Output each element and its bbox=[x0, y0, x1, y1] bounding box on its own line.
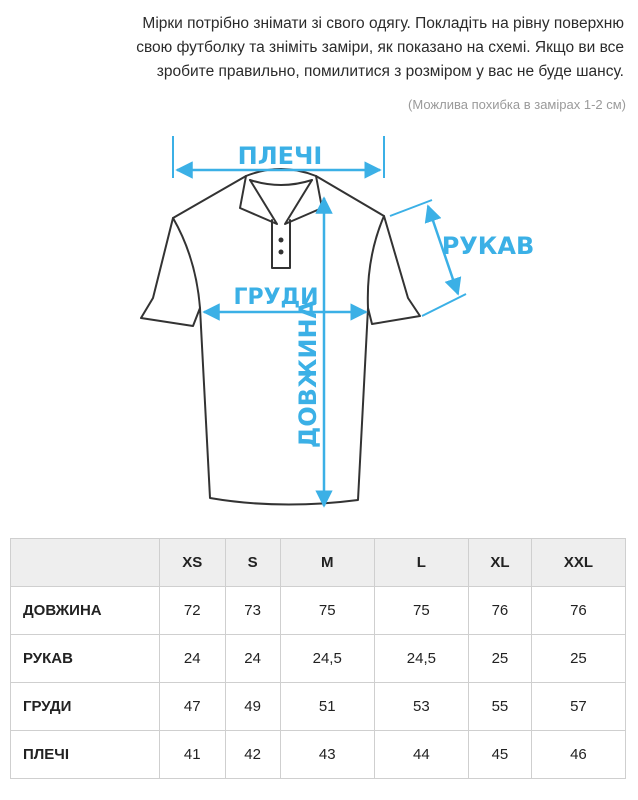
button-dot bbox=[279, 238, 284, 243]
size-header-l: L bbox=[374, 539, 468, 587]
table-row bbox=[11, 635, 626, 683]
table-cell: 55 bbox=[468, 683, 531, 731]
table-cell: 72 bbox=[160, 587, 226, 635]
button-dot bbox=[279, 250, 284, 255]
table-cell: 75 bbox=[374, 587, 468, 635]
size-table bbox=[10, 538, 626, 779]
table-corner bbox=[11, 539, 160, 587]
length-measure bbox=[294, 198, 324, 506]
table-cell: 46 bbox=[531, 731, 625, 779]
shirt-diagram bbox=[0, 118, 638, 528]
table-cell: 76 bbox=[531, 587, 625, 635]
intro-line-3: зробите правильно, помилитися з розміром у вас не буде шансу. bbox=[156, 63, 624, 80]
table-cell: 73 bbox=[225, 587, 280, 635]
chest-label: ГРУДИ bbox=[233, 285, 319, 310]
intro-line-1: Мірки потрібно знімати зі свого одягу. Покладіть на рівну поверхню bbox=[142, 15, 624, 32]
intro-text bbox=[10, 12, 624, 84]
length-label: ДОВЖИНА bbox=[294, 299, 322, 449]
table-cell: 53 bbox=[374, 683, 468, 731]
size-header-xxl: XXL bbox=[531, 539, 625, 587]
table-cell: 49 bbox=[225, 683, 280, 731]
table-cell: 47 bbox=[160, 683, 226, 731]
chest-measure bbox=[204, 285, 366, 312]
table-cell: 25 bbox=[531, 635, 625, 683]
table-cell: 42 bbox=[225, 731, 280, 779]
table-cell: 24 bbox=[160, 635, 226, 683]
error-note: (Можлива похибка в замірах 1-2 см) bbox=[408, 97, 626, 112]
table-row bbox=[11, 731, 626, 779]
shoulders-measure bbox=[173, 136, 384, 178]
table-cell: 24,5 bbox=[374, 635, 468, 683]
table-cell: 41 bbox=[160, 731, 226, 779]
size-header-row bbox=[11, 539, 626, 587]
table-row bbox=[11, 587, 626, 635]
table-row bbox=[11, 683, 626, 731]
table-cell: 76 bbox=[468, 587, 531, 635]
size-header-s: S bbox=[225, 539, 280, 587]
shirt-outline-icon bbox=[141, 169, 420, 505]
table-cell: 51 bbox=[280, 683, 374, 731]
size-header-m: M bbox=[280, 539, 374, 587]
size-header-xs: XS bbox=[160, 539, 226, 587]
sleeve-label: РУКАВ bbox=[441, 232, 535, 260]
shoulders-label: ПЛЕЧІ bbox=[237, 142, 323, 170]
intro-line-2: свою футболку та зніміть заміри, як показано на схемі. Якщо ви все bbox=[136, 39, 624, 56]
row-label-length: ДОВЖИНА bbox=[11, 587, 160, 635]
table-cell: 43 bbox=[280, 731, 374, 779]
size-header-xl: XL bbox=[468, 539, 531, 587]
table-cell: 24,5 bbox=[280, 635, 374, 683]
table-cell: 57 bbox=[531, 683, 625, 731]
row-label-shoulders: ПЛЕЧІ bbox=[11, 731, 160, 779]
table-cell: 24 bbox=[225, 635, 280, 683]
table-cell: 75 bbox=[280, 587, 374, 635]
sleeve-measure bbox=[390, 200, 534, 316]
row-label-chest: ГРУДИ bbox=[11, 683, 160, 731]
table-cell: 45 bbox=[468, 731, 531, 779]
table-cell: 25 bbox=[468, 635, 531, 683]
table-cell: 44 bbox=[374, 731, 468, 779]
row-label-sleeve: РУКАВ bbox=[11, 635, 160, 683]
